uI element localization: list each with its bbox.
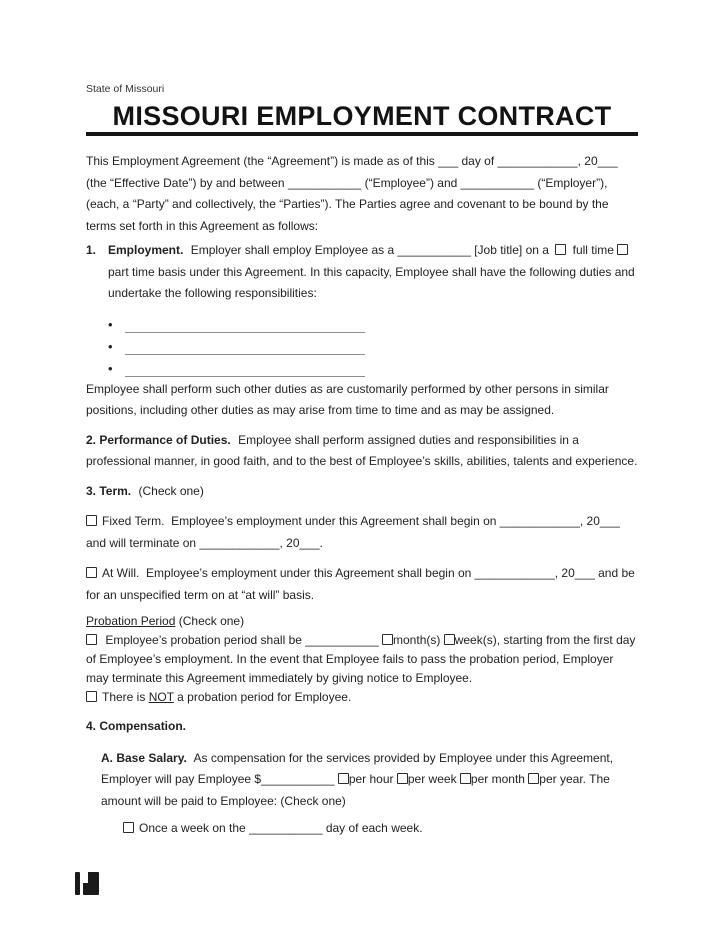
duty-blank-line[interactable] — [125, 317, 365, 333]
document-content — [86, 0, 638, 840]
document-title: MISSOURI EMPLOYMENT CONTRACT — [112, 101, 612, 131]
weeks-checkbox[interactable] — [444, 634, 455, 645]
at-will-option — [86, 563, 638, 606]
duty-blank-line[interactable] — [125, 339, 365, 355]
bullet-icon: • — [108, 338, 113, 354]
duty-list — [86, 311, 638, 377]
duty-item — [108, 355, 638, 377]
part-time-checkbox[interactable] — [617, 244, 628, 255]
full-time-label: full time — [572, 243, 614, 257]
employment-lead: Employment. — [108, 243, 184, 257]
bullet-icon: • — [108, 316, 113, 332]
term-check-one: (Check one) — [138, 483, 204, 498]
months-checkbox[interactable] — [382, 634, 393, 645]
section-performance — [86, 430, 638, 473]
fixed-term-checkbox[interactable] — [86, 515, 97, 526]
section-number: 1. — [86, 243, 97, 257]
part-time-label: part time basis under this Agreement. In this capacity, Employee shall have the following duties and undertake the following responsibilities: — [108, 264, 635, 300]
per-month-label: per month — [470, 772, 525, 786]
employment-text: Employer shall employ Employee as a ___________ [Job title] on a — [190, 243, 549, 257]
once-a-week-option — [123, 818, 638, 840]
once-a-week-checkbox[interactable] — [123, 822, 134, 833]
probation-text: Employee’s probation period shall be ___________ — [105, 633, 379, 647]
no-probation-not: NOT — [148, 690, 174, 704]
per-week-checkbox[interactable] — [397, 773, 408, 784]
probation-heading: Probation Period — [86, 614, 176, 628]
fixed-term-text: Employee’s employment under this Agreement shall begin on ____________, 20___ and will terminate on ____________, 20___. — [86, 514, 620, 550]
term-lead: 3. Term. — [86, 483, 132, 498]
per-week-label: per week — [407, 772, 457, 786]
probation-check-one: (Check one) — [178, 614, 245, 628]
section-compensation-heading: 4. Compensation. — [86, 719, 187, 733]
per-hour-label: per hour — [348, 772, 394, 786]
base-salary-text: As compensation for the services provided by Employee under this Agreement, Employer will pay Employee $___________ — [101, 750, 614, 786]
at-will-label: At Will. — [102, 566, 140, 580]
fixed-term-option — [86, 511, 638, 554]
per-year-checkbox[interactable] — [528, 773, 539, 784]
weeks-label: week(s), starting from the first day of Employee’s employment. In the event that Employee fails to pass the probation period, Employer may terminate this Agreement immediately by giving notice to Employee. — [86, 633, 636, 685]
section-employment — [86, 240, 638, 305]
section-term-heading — [86, 481, 638, 503]
intro-paragraph: This Employment Agreement (the “Agreement”) is made as of this ___ day of ____________, 20___ (the “Effective Date”) by and between ___________ (“Employee”) and ___________ (“Employer”), (each, a “Party” and collectively, the “Parties”). The Parties agree and covenant to be bound by the terms set forth in this Agreement as follows: — [86, 154, 618, 233]
per-year-label: per year. The amount will be paid to Employee: (Check one) — [101, 772, 610, 808]
full-time-checkbox[interactable] — [555, 244, 566, 255]
no-probation-after: a probation period for Employee. — [177, 690, 352, 704]
probation-period-checkbox[interactable] — [86, 634, 97, 645]
duty-blank-line[interactable] — [125, 361, 365, 377]
performance-text: Employee shall perform assigned duties and responsibilities in a professional manner, in good faith, and to the best of Employee’s skills, abilities, talents and experience. — [86, 432, 638, 468]
other-duties-paragraph: Employee shall perform such other duties as are customarily performed by other persons in similar positions, including other duties as may arise from time to time and as may be assigned. — [86, 381, 609, 417]
duty-item — [108, 333, 638, 355]
bullet-icon: • — [108, 360, 113, 376]
probation-section — [86, 612, 638, 707]
at-will-checkbox[interactable] — [86, 567, 97, 578]
no-probation-before: There is — [102, 690, 146, 704]
per-hour-checkbox[interactable] — [338, 773, 349, 784]
state-label: State of Missouri — [86, 83, 165, 95]
title-rule — [86, 132, 638, 136]
at-will-text: Employee’s employment under this Agreement shall begin on ____________, 20___ and be for an unspecified term on at “at will” basis. — [86, 566, 635, 602]
once-a-week-label: Once a week on the ___________ day of each week. — [139, 821, 423, 835]
base-salary-lead: A. Base Salary. — [101, 750, 187, 765]
fixed-term-label: Fixed Term. — [102, 514, 165, 528]
per-month-checkbox[interactable] — [460, 773, 471, 784]
months-label: month(s) — [393, 633, 441, 647]
performance-lead: 2. Performance of Duties. — [86, 432, 231, 447]
duty-item — [108, 311, 638, 333]
legal-templates-logo — [75, 870, 99, 897]
base-salary-paragraph — [101, 748, 638, 813]
no-probation-checkbox[interactable] — [86, 691, 97, 702]
